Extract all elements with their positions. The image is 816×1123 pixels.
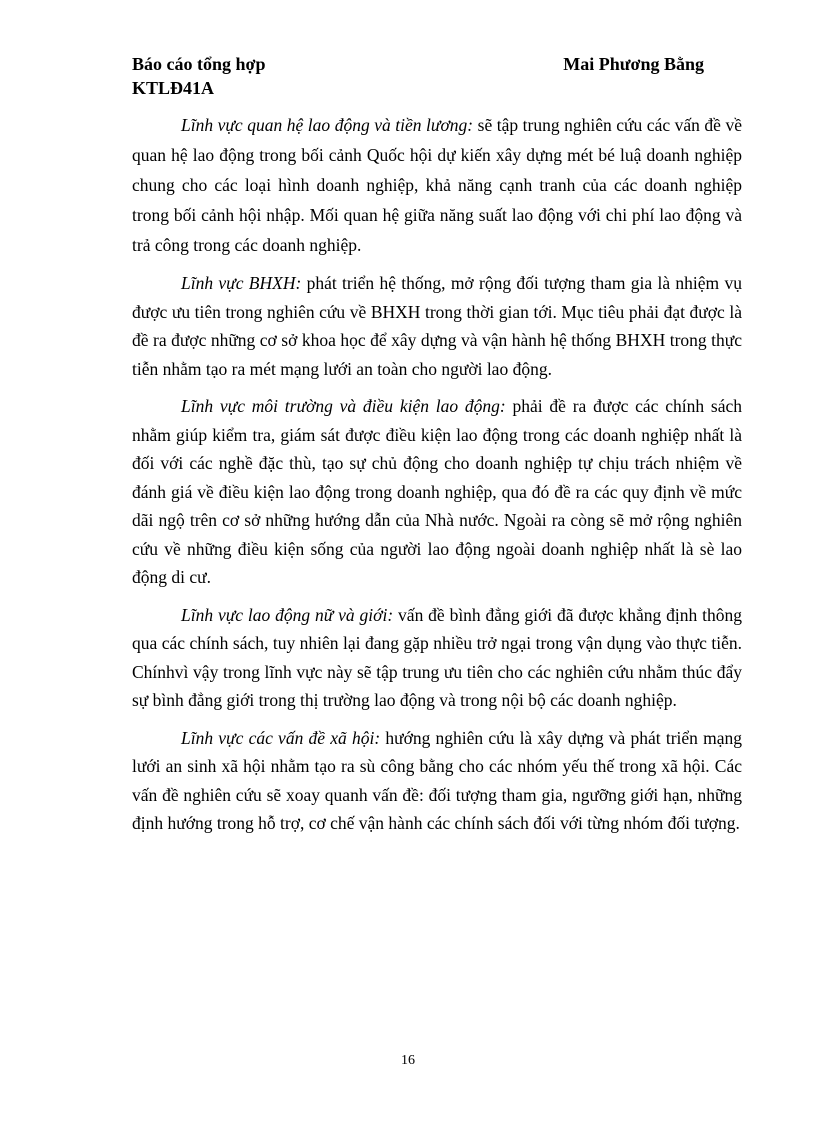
paragraph-text: sẽ tập trung nghiên cứu các vấn đề về quan hệ lao động trong bối cảnh Quốc hội dự kiến xây dựng mét bé luậ doanh nghiệp chung cho các loại hình doanh nghiệp, khả năng cạnh tranh của các doanh nghiệp trong bối cảnh hội nhập. Mối quan hệ giữa năng suất lao động với chi phí lao động và trả công trong các doanh nghiệp. [132, 115, 742, 255]
paragraph-text: vấn đề bình đẳng giới đã được khẳng định thông qua các chính sách, tuy nhiên lại đang gặp nhiều trở ngại trong vận dụng vào thực tiễn. Chínhvì vậy trong lĩnh vực này sẽ tập trung ưu tiên cho các nghiên cứu nhằm thúc đẩy sự bình đẳng giới trong thị trường lao động và trong nội bộ các doanh nghiệp. [132, 604, 742, 710]
paragraph-lead: Lĩnh vực quan hệ lao động và tiền lương: [181, 115, 474, 135]
paragraph-working-conditions [132, 392, 742, 592]
header-row [132, 52, 712, 76]
paragraph-text: phát triển hệ thống, mở rộng đối tượng tham gia là nhiệm vụ được ưu tiên trong nghiên cứu về BHXH trong thời gian tới. Mục tiêu phải đạt được là đề ra được những cơ sở khoa học để xây dựng và vận hành hệ thống BHXH trong thực tiễn nhằm tạo ra mét mạng lưới an toàn cho người lao động. [132, 273, 742, 379]
paragraph-lead: Lĩnh vực các vấn đề xã hội: [181, 727, 381, 748]
class-code: KTLĐ41A [132, 78, 215, 98]
paragraph-social-insurance [132, 269, 742, 383]
paragraph-lead: Lĩnh vực BHXH: [181, 273, 302, 293]
paragraph-labor-relations [132, 110, 742, 260]
document-body [132, 110, 742, 838]
paragraph-text: hướng nghiên cứu là xây dựng và phát triển mạng lưới an sinh xã hội nhằm tạo ra sù công bằng cho các nhóm yếu thế trong xã hội. Các vấn đề nghiên cứu sẽ xoay quanh vấn đề: đối tượng tham gia, ngưỡng giới hạn, những định hướng trong hỗ trợ, cơ chế vận hành các chính sách đối với từng nhóm đối tượng. [132, 727, 742, 833]
page-number: 16 [401, 1053, 415, 1068]
paragraph-text: phải đề ra được các chính sách nhằm giúp kiểm tra, giám sát được điều kiện lao động trong các doanh nghiệp nhất là đối với các nghề đặc thù, tạo sự chủ động cho doanh nghiệp tự chịu trách nhiệm về đánh giá về điều kiện lao động trong doanh nghiệp, qua đó đề ra các quy định về mức dãi ngộ trên cơ sở những hướng dẫn của Nhà nước. Ngoài ra còng sẽ mở rộng nghiên cứu về những điều kiện sống của người lao động ngoài doanh nghiệp nhất là sè lao động di cư. [132, 396, 742, 587]
report-title: Báo cáo tổng hợp [132, 54, 266, 74]
page-header [132, 52, 712, 100]
paragraph-lead: Lĩnh vực lao động nữ và giới: [181, 604, 394, 625]
author-name: Mai Phương Bằng [563, 54, 704, 74]
paragraph-lead: Lĩnh vực môi trường và điều kiện lao động: [181, 396, 506, 416]
paragraph-gender [132, 601, 742, 715]
paragraph-social-issues [132, 724, 742, 838]
